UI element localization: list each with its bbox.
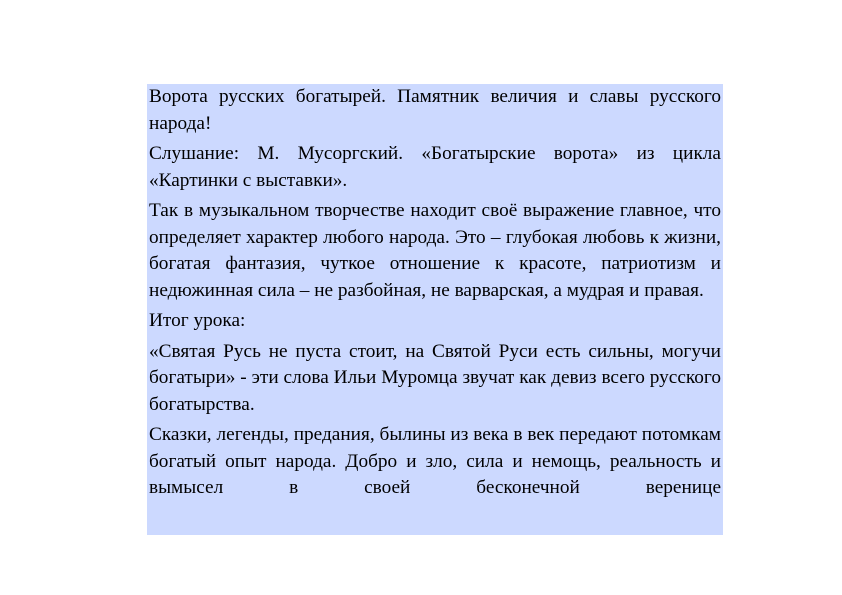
paragraph-title: Ворота русских богатырей. Памятник величия и славы русского народа! [149,86,721,134]
paragraph-fairy-tales: Сказки, легенды, предания, былины из века в век передают потомкам богатый опыт народа. Добро и зло, сила и немощь, реальность и вымысел в своей бесконечной веренице [149,424,721,498]
paragraph-ilya-muromets-quote: «Святая Русь не пуста стоит, на Святой Руси есть сильны, могучи богатыри» - эти слова Ильи Муромца звучат как девиз всего русского богатырства. [149,340,721,415]
paragraph-musical-creativity: Так в музыкальном творчестве находит своё выражение главное, что определяет характер любого народа. Это – глубокая любовь к жизни, богатая фантазия, чуткое отношение к красоте, патриотизм и недюжинная сила – не разбойная, не варварская, а мудрая и правая. [149,200,721,301]
paragraph-listening: Слушание: М. Мусоргский. «Богатырские ворота» из цикла «Картинки с выставки». [149,143,721,191]
highlighted-text-block [147,84,723,535]
paragraph-lesson-summary: Итог урока: [149,310,246,331]
